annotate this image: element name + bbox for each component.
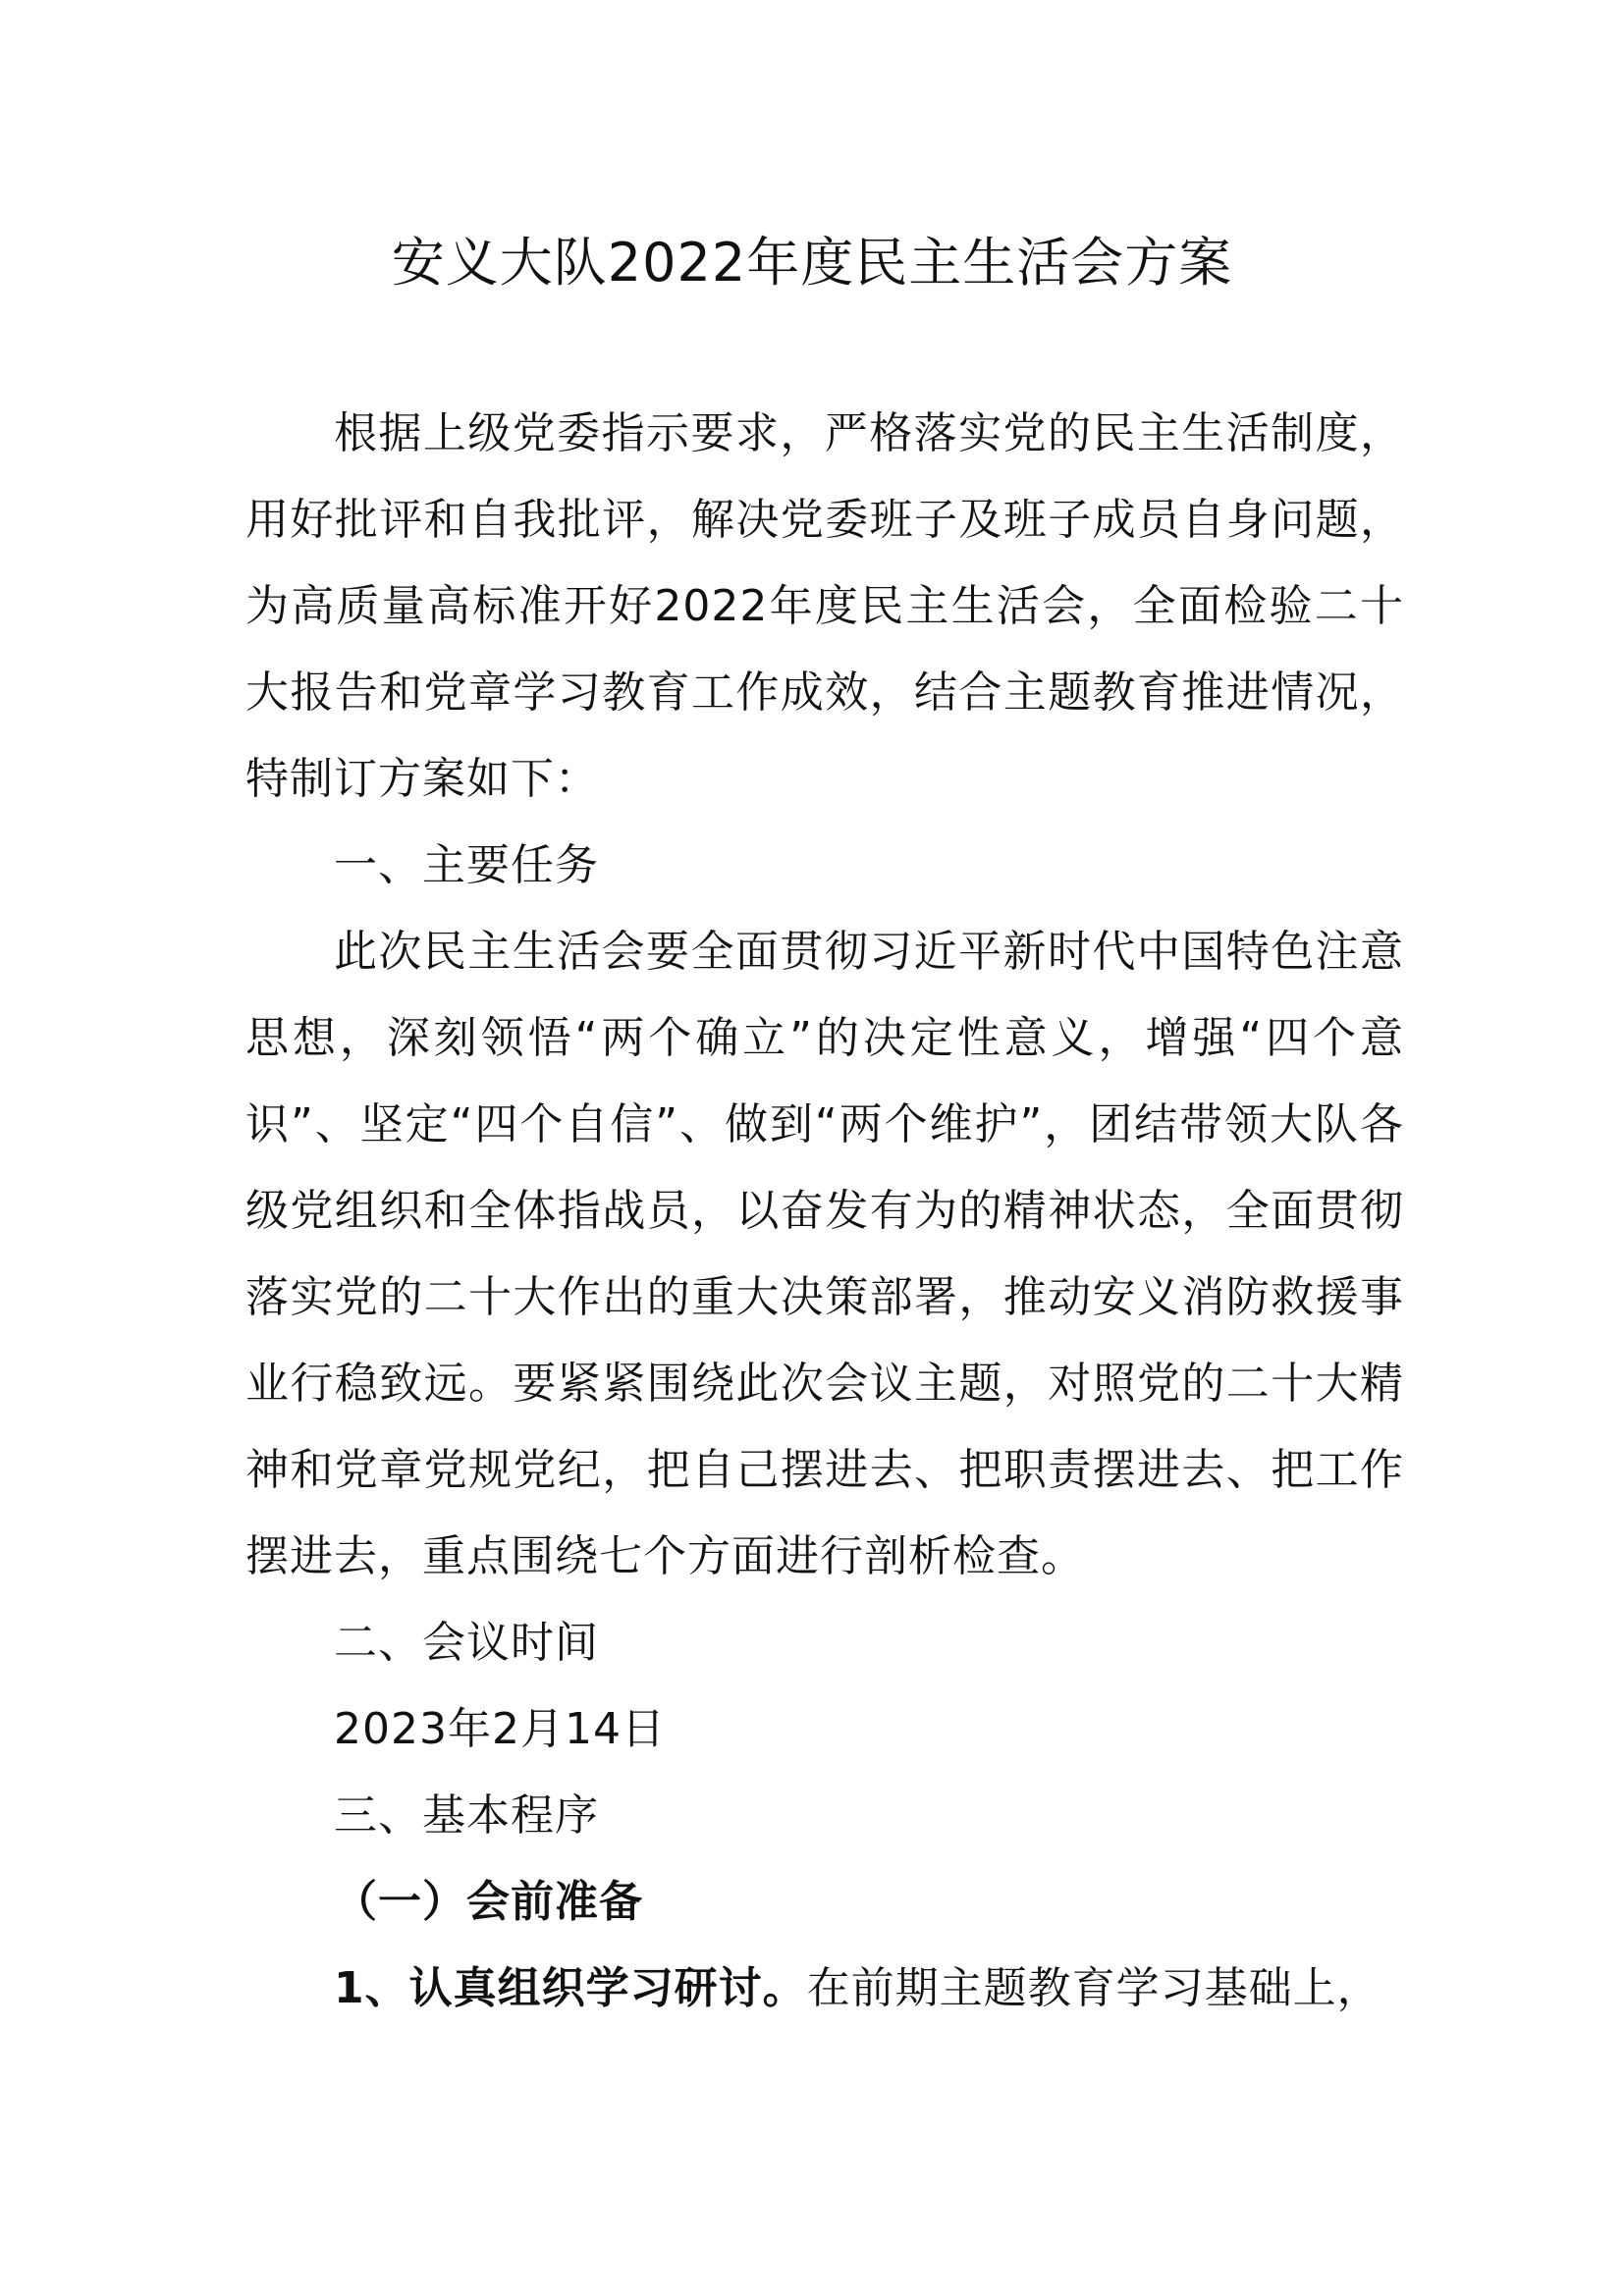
item-1-lead: 1、认真组织学习研讨。: [334, 1963, 807, 2013]
section-2-heading: 二、会议时间: [334, 1618, 599, 1668]
document-title: 安义大队2022年度民主生活会方案: [391, 232, 1233, 294]
meeting-date: 2023年2月14日: [334, 1704, 666, 1754]
item-1-text: 在前期主题教育学习基础上，: [806, 1963, 1381, 2013]
item-1-paragraph: [245, 1946, 1404, 2032]
section-1-heading: 一、主要任务: [334, 840, 599, 890]
intro-paragraph: 根据上级党委指示要求，严格落实党的民主生活制度，用好批评和自我批评，解决党委班子及班子成员自身问题，为高质量高标准开好2022年度民主生活会，全面检验二十大报告和党章学习教育工作成效，结合主题教育推进情况，特制订方案如下：: [245, 408, 1404, 804]
section-1-paragraph: 此次民主生活会要全面贯彻习近平新时代中国特色注意思想，深刻领悟“两个确立”的决定性意义，增强“四个意识”、坚定“四个自信”、做到“两个维护”，团结带领大队各级党组织和全体指战员，以奋发有为的精神状态，全面贯彻落实党的二十大作出的重大决策部署，推动安义消防救援事业行稳致远。要紧紧围绕此次会议主题，对照党的二十大精神和党章党规党纪，把自己摆进去、把职责摆进去、把工作摆进去，重点围绕七个方面进行剖析检查。: [245, 927, 1404, 1581]
subsection-1-heading: （一）会前准备: [334, 1877, 643, 1927]
section-3-heading: 三、基本程序: [334, 1790, 599, 1841]
document-body: [245, 391, 1404, 2032]
